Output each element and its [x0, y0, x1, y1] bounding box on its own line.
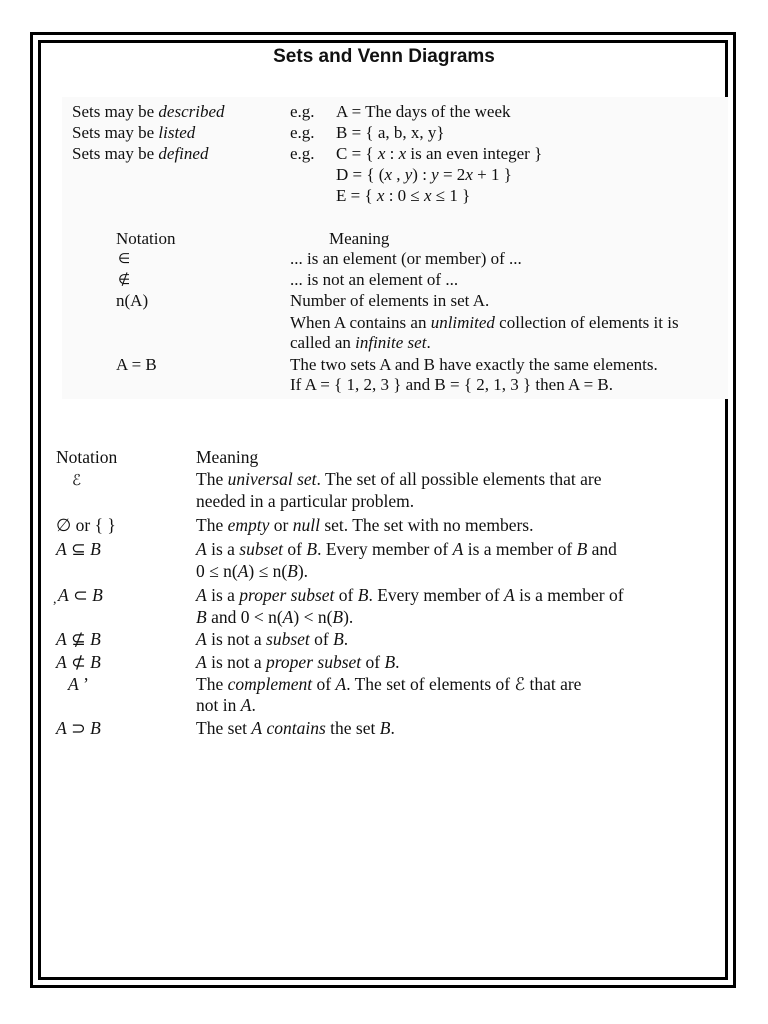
- infinite-set-line2: called an infinite set.: [290, 333, 431, 352]
- cardinality-meaning: Number of elements in set A.: [290, 291, 490, 310]
- equal-sets-symbol: A = B: [116, 355, 157, 374]
- proper-subset-line2: B and 0 < n(A) < n(B).: [196, 607, 354, 627]
- not-subset-symbol: A ⊈ B: [56, 629, 101, 649]
- not-element-of-symbol: ∉: [118, 273, 131, 288]
- complement-line1: The complement of A. The set of elements of ℰ that are: [196, 674, 582, 694]
- subset-symbol: A ⊆ B: [56, 539, 101, 559]
- meaning-heading: Meaning: [329, 229, 390, 248]
- define-label: Sets may be defined: [72, 144, 209, 163]
- stray-mark: ,: [53, 592, 57, 607]
- equal-sets-example: If A = { 1, 2, 3 } and B = { 2, 1, 3 } then A = B.: [290, 375, 614, 394]
- not-subset-line1: A is not a subset of B.: [196, 629, 349, 649]
- meaning-heading-2: Meaning: [196, 447, 259, 467]
- example-b: B = { a, b, x, y}: [336, 123, 445, 142]
- infinite-set-line1: When A contains an unlimited collection of elements it is: [290, 313, 679, 332]
- complement-line2: not in A.: [196, 695, 256, 715]
- empty-set-symbol: ∅ or { }: [56, 515, 116, 535]
- example-c: C = { x : x is an even integer }: [336, 144, 543, 163]
- proper-subset-symbol: A ⊂ B: [58, 585, 103, 605]
- eg-label: e.g.: [290, 123, 315, 142]
- universal-set-line1: The universal set. The set of all possible elements that are: [196, 469, 602, 489]
- contains-line1: The set A contains the set B.: [196, 718, 395, 738]
- example-a: A = The days of the week: [336, 102, 511, 121]
- universal-set-line2: needed in a particular problem.: [196, 491, 415, 511]
- element-of-symbol: ∈: [118, 252, 131, 267]
- empty-set-line1: The empty or null set. The set with no members.: [196, 515, 534, 535]
- proper-subset-line1: A is a proper subset of B. Every member of A is a member of: [196, 585, 624, 605]
- example-d: D = { (x , y) : y = 2x + 1 }: [336, 165, 512, 184]
- cardinality-symbol: n(A): [116, 291, 149, 310]
- page-title: Sets and Venn Diagrams: [273, 46, 495, 67]
- list-label: Sets may be listed: [72, 123, 196, 142]
- not-proper-subset-line1: A is not a proper subset of B.: [196, 652, 400, 672]
- subset-line2: 0 ≤ n(A) ≤ n(B).: [196, 561, 309, 581]
- notation-heading-2: Notation: [56, 447, 118, 467]
- equal-sets-meaning: The two sets A and B have exactly the same elements.: [290, 355, 658, 374]
- complement-symbol: A ’: [68, 674, 89, 694]
- describe-label: Sets may be described: [72, 102, 225, 121]
- eg-label: e.g.: [290, 102, 315, 121]
- contains-symbol: A ⊃ B: [56, 718, 101, 738]
- subset-line1: A is a subset of B. Every member of A is a member of B and: [196, 539, 617, 559]
- eg-label: e.g.: [290, 144, 315, 163]
- example-e: E = { x : 0 ≤ x ≤ 1 }: [336, 186, 471, 205]
- element-of-meaning: ... is an element (or member) of ...: [290, 249, 522, 268]
- notation-heading: Notation: [116, 229, 176, 248]
- universal-set-symbol: ℰ: [72, 471, 82, 489]
- not-proper-subset-symbol: A ⊄ B: [56, 652, 101, 672]
- not-element-of-meaning: ... is not an element of ...: [290, 270, 459, 289]
